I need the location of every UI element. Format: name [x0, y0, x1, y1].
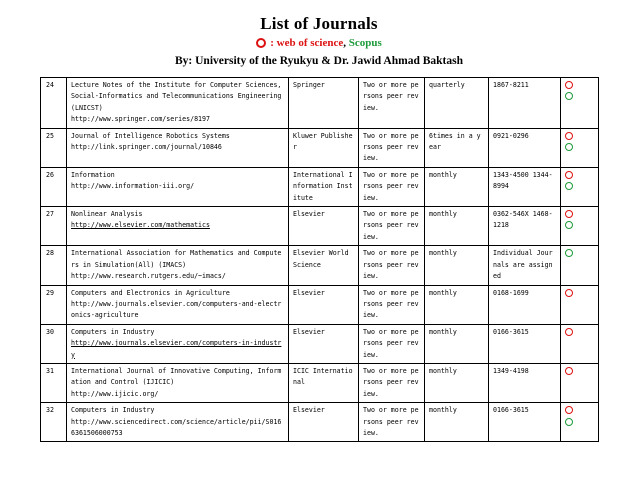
cell-text: 1343-4500 1344-8994 [493, 170, 553, 191]
review-cell [359, 207, 425, 246]
cell-text: Nonlinear Analysis [71, 210, 143, 219]
row-number [41, 167, 67, 206]
cell-text: Springer [293, 81, 325, 89]
cell-text: 29 [46, 288, 54, 297]
green-circle-icon [565, 182, 573, 190]
table-row [41, 246, 599, 285]
cell-text: Elsevier World Science [293, 249, 349, 269]
review-cell [359, 167, 425, 206]
table-row [41, 363, 599, 402]
page-title: List of Journals [260, 14, 378, 33]
index-marks-cell [561, 285, 599, 324]
issn-cell [489, 403, 561, 442]
cell-text: Information [71, 170, 115, 179]
cell-text: Individual Journals are assigned [493, 249, 553, 281]
green-circle-icon [565, 418, 573, 426]
cell-text: 0168-1699 [493, 288, 529, 297]
cell-text: 6times in a year [429, 131, 481, 152]
issn-cell [489, 324, 561, 363]
publisher-cell [289, 78, 359, 129]
cell-text: 30 [46, 327, 54, 336]
journal-cell [67, 78, 289, 129]
byline: By: University of the Ryukyu & Dr. Jawid Ahmad Baktash [175, 55, 463, 67]
cell-text: 0921-0296 [493, 131, 529, 140]
table-row [41, 167, 599, 206]
cell-text: monthly [429, 170, 457, 179]
cell-text: Elsevier [293, 406, 325, 415]
green-circle-icon [565, 92, 573, 100]
row-number [41, 246, 67, 285]
issn-cell [489, 207, 561, 246]
cell-text: Computers in Industry [71, 327, 155, 336]
journal-url-link[interactable]: http://www.journals.elsevier.com/computers-and-electronics-agriculture [71, 299, 282, 320]
cell-text: Two or more persons peer review. [363, 249, 419, 281]
row-number [41, 128, 67, 167]
journal-url-link[interactable]: http://www.research.rutgers.edu/~imacs/ [71, 272, 226, 281]
publisher-cell [289, 403, 359, 442]
journal-cell [67, 285, 289, 324]
cell-text: 26 [46, 170, 54, 179]
cell-text: 1349-4198 [493, 366, 529, 375]
cell-text: Computers and Electronics in Agriculture [71, 288, 230, 297]
cell-text: International Journal of Innovative Computing, Information and Control (IJICIC) [71, 366, 282, 387]
cell-text: Two or more persons peer review. [363, 81, 419, 112]
journal-cell [67, 167, 289, 206]
publisher-cell [289, 324, 359, 363]
publisher-cell [289, 128, 359, 167]
cell-text: 24 [46, 81, 54, 89]
table-row [41, 285, 599, 324]
publisher-cell [289, 285, 359, 324]
row-number [41, 78, 67, 129]
journal-url-link[interactable]: http://www.sciencedirect.com/science/article/pii/S0166361506000753 [71, 417, 282, 437]
review-cell [359, 285, 425, 324]
review-cell [359, 363, 425, 402]
legend-separator: : [270, 37, 274, 49]
cell-text: Elsevier [293, 210, 325, 219]
cell-text: monthly [429, 288, 457, 297]
review-cell [359, 324, 425, 363]
frequency-cell [425, 167, 489, 206]
cell-text: 0166-3615 [493, 406, 529, 415]
index-marks-cell [561, 324, 599, 363]
cell-text: monthly [429, 366, 457, 375]
row-number [41, 207, 67, 246]
frequency-cell [425, 207, 489, 246]
review-cell [359, 246, 425, 285]
journal-url-link[interactable]: http://www.information-iii.org/ [71, 182, 195, 191]
cell-text: Lecture Notes of the Institute for Computer Sciences, Social-Informatics and Telecommunications Engineering (LNICST) [71, 81, 282, 112]
red-circle-icon [565, 81, 573, 89]
legend-scopus: Scopus [348, 37, 382, 49]
journals-table [40, 77, 599, 442]
journal-cell [67, 363, 289, 402]
cell-text: 25 [46, 131, 54, 140]
issn-cell [489, 167, 561, 206]
cell-text: Two or more persons peer review. [363, 366, 419, 398]
cell-text: 27 [46, 210, 54, 219]
cell-text: Computers in Industry [71, 406, 155, 415]
journal-url-link[interactable]: http://link.springer.com/journal/10846 [71, 143, 222, 152]
red-circle-icon [565, 328, 573, 336]
cell-text: Two or more persons peer review. [363, 327, 419, 359]
cell-text: Two or more persons peer review. [363, 406, 419, 437]
journal-cell [67, 207, 289, 246]
cell-text: Journal of Intelligence Robotics Systems [71, 131, 230, 140]
cell-text: monthly [429, 249, 457, 258]
issn-cell [489, 363, 561, 402]
legend-comma: , [343, 37, 346, 49]
cell-text: Two or more persons peer review. [363, 131, 419, 163]
journal-url-link[interactable]: http://www.journals.elsevier.com/computers-in-industry [71, 339, 282, 359]
red-circle-icon [256, 38, 266, 48]
index-marks-cell [561, 78, 599, 129]
cell-text: monthly [429, 406, 457, 415]
frequency-cell [425, 246, 489, 285]
table-row [41, 78, 599, 129]
cell-text: 0166-3615 [493, 327, 529, 336]
frequency-cell [425, 403, 489, 442]
cell-text: Elsevier [293, 327, 325, 336]
cell-text: Two or more persons peer review. [363, 210, 419, 241]
row-number [41, 285, 67, 324]
frequency-cell [425, 324, 489, 363]
cell-text: Kluwer Publisher [293, 131, 353, 152]
green-circle-icon [565, 221, 573, 229]
cell-text: 0362-546X 1468-1218 [493, 210, 553, 230]
red-circle-icon [565, 367, 573, 375]
row-number [41, 363, 67, 402]
cell-text: 32 [46, 406, 54, 415]
cell-text: International Information Institute [293, 170, 353, 202]
journal-cell [67, 246, 289, 285]
frequency-cell [425, 285, 489, 324]
journal-cell [67, 324, 289, 363]
review-cell [359, 128, 425, 167]
red-circle-icon [565, 171, 573, 179]
journal-url-link[interactable]: http://www.springer.com/series/8197 [71, 115, 210, 124]
publisher-cell [289, 167, 359, 206]
cell-text: Two or more persons peer review. [363, 288, 419, 320]
review-cell [359, 403, 425, 442]
journal-url-link[interactable]: http://www.elsevier.com/mathematics [71, 221, 210, 230]
red-circle-icon [565, 406, 573, 414]
index-marks-cell [561, 207, 599, 246]
cell-text: monthly [429, 327, 457, 336]
index-marks-cell [561, 403, 599, 442]
cell-text: 1867-8211 [493, 81, 529, 89]
index-marks-cell [561, 128, 599, 167]
publisher-cell [289, 207, 359, 246]
frequency-cell [425, 128, 489, 167]
table-row [41, 324, 599, 363]
row-number [41, 324, 67, 363]
cell-text: monthly [429, 210, 457, 219]
table-row [41, 403, 599, 442]
frequency-cell [425, 363, 489, 402]
cell-text: International Association for Mathematics and Computers in Simulation(All) (IMACS) [71, 249, 282, 269]
legend-wos: web of science [276, 37, 344, 49]
cell-text: Two or more persons peer review. [363, 170, 419, 202]
cell-text: quarterly [429, 81, 465, 89]
red-circle-icon [565, 132, 573, 140]
issn-cell [489, 128, 561, 167]
issn-cell [489, 246, 561, 285]
red-circle-icon [565, 210, 573, 218]
cell-text: Elsevier [293, 288, 325, 297]
legend [0, 37, 638, 49]
row-number [41, 403, 67, 442]
red-circle-icon [565, 289, 573, 297]
issn-cell [489, 285, 561, 324]
table-row [41, 207, 599, 246]
cell-text: 28 [46, 249, 54, 258]
index-marks-cell [561, 363, 599, 402]
journal-url-link[interactable]: http://www.ijicic.org/ [71, 389, 159, 398]
green-circle-icon [565, 249, 573, 257]
table-row [41, 128, 599, 167]
cell-text: ICIC International [293, 366, 353, 387]
index-marks-cell [561, 167, 599, 206]
journal-cell [67, 128, 289, 167]
issn-cell [489, 78, 561, 129]
frequency-cell [425, 78, 489, 129]
publisher-cell [289, 246, 359, 285]
review-cell [359, 78, 425, 129]
publisher-cell [289, 363, 359, 402]
cell-text: 31 [46, 366, 54, 375]
index-marks-cell [561, 246, 599, 285]
green-circle-icon [565, 143, 573, 151]
journal-cell [67, 403, 289, 442]
